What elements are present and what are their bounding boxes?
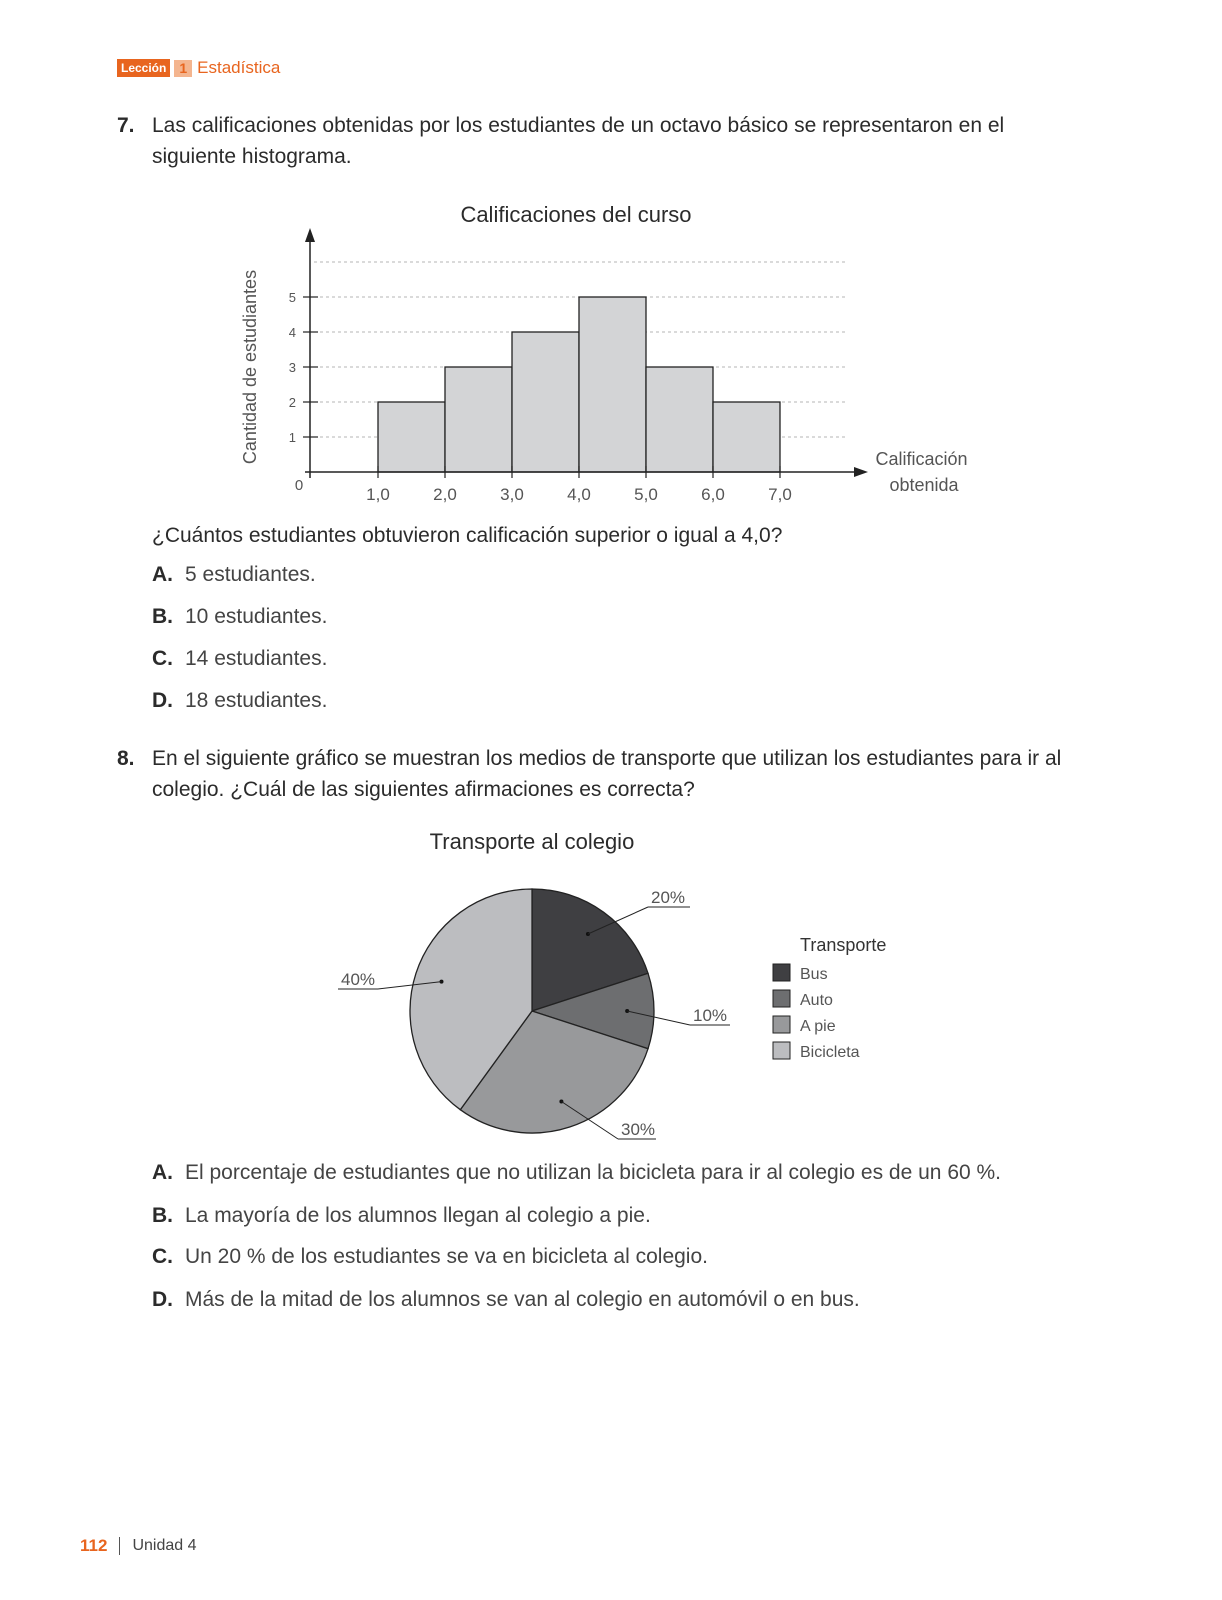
legend <box>773 935 886 1061</box>
option-text: La mayoría de los alumnos llegan al colegio a pie. <box>185 1204 651 1227</box>
question-number: 7. <box>117 114 135 137</box>
slice-label: 40% <box>340 970 376 989</box>
x-axis-label: Calificación obtenida <box>875 449 968 495</box>
x-tick-label: 4,0 <box>567 485 591 504</box>
slice-label: 20% <box>650 888 686 907</box>
option-b[interactable] <box>152 1204 651 1228</box>
legend-swatch <box>773 1042 790 1059</box>
lesson-label: Lección <box>117 59 170 77</box>
option-text: Un 20 % de los estudiantes se va en bicicleta al colegio. <box>185 1245 708 1268</box>
legend-label: A pie <box>800 1018 836 1035</box>
option-letter: D. <box>152 1288 173 1311</box>
chart-title: Transporte al colegio <box>429 829 635 854</box>
option-d[interactable] <box>152 1288 860 1312</box>
option-c[interactable] <box>152 1245 708 1269</box>
option-letter: B. <box>152 605 173 628</box>
legend-swatch <box>773 990 790 1007</box>
option-letter: C. <box>152 1245 173 1268</box>
y-tick-label: 3 <box>288 360 296 375</box>
legend-label: Auto <box>800 992 833 1009</box>
unit-label: Unidad 4 <box>132 1537 197 1554</box>
x-tick-label: 2,0 <box>433 485 457 504</box>
y-tick-label: 1 <box>288 430 296 445</box>
option-letter: D. <box>152 689 173 712</box>
y-tick-label: 2 <box>288 395 296 410</box>
y-tick-label: 5 <box>288 290 296 305</box>
option-text: El porcentaje de estudiantes que no utilizan la bicicleta para ir al colegio es de un 60 %. <box>185 1161 1002 1184</box>
legend-title: Transporte <box>800 935 887 955</box>
question-text: En el siguiente gráfico se muestran los medios de transporte que utilizan los estudiantes para ir al colegio. ¿Cuál de las siguientes afirmaciones es correcta? <box>152 747 1062 801</box>
footer-divider <box>119 1537 120 1555</box>
option-letter: A. <box>152 563 173 586</box>
lesson-number: 1 <box>174 60 192 77</box>
legend-label: Bus <box>800 966 828 983</box>
y-axis-label: Cantidad de estudiantes <box>240 269 260 465</box>
x-tick-label: 5,0 <box>634 485 658 504</box>
legend-swatch <box>773 1016 790 1033</box>
legend-swatch <box>773 964 790 981</box>
option-text: 5 estudiantes. <box>185 563 316 586</box>
slice-label: 30% <box>620 1120 656 1139</box>
page-footer <box>80 1536 196 1556</box>
option-letter: C. <box>152 647 173 670</box>
option-a[interactable] <box>152 1161 1001 1185</box>
x-tick-label: 7,0 <box>768 485 792 504</box>
option-text: 10 estudiantes. <box>185 605 328 628</box>
option-text: 14 estudiantes. <box>185 647 328 670</box>
question-number: 8. <box>117 747 135 770</box>
slice-label: 10% <box>692 1006 728 1025</box>
x-tick-label: 3,0 <box>500 485 524 504</box>
pie-slices <box>410 889 654 1133</box>
x-tick-label: 6,0 <box>701 485 725 504</box>
option-letter: A. <box>152 1161 173 1184</box>
question-text: Las calificaciones obtenidas por los estudiantes de un octavo básico se representaron en el siguiente histograma. <box>152 114 1005 168</box>
legend-label: Bicicleta <box>800 1044 860 1061</box>
option-text: Más de la mitad de los alumnos se van al colegio en automóvil o en bus. <box>185 1288 860 1311</box>
origin-label: 0 <box>294 477 304 494</box>
lesson-topic: Estadística <box>197 58 281 77</box>
page-number: 112 <box>80 1536 108 1555</box>
y-tick-label: 4 <box>288 325 296 340</box>
chart-title: Calificaciones del curso <box>460 202 692 227</box>
option-text: 18 estudiantes. <box>185 689 328 712</box>
prompt-text: ¿Cuántos estudiantes obtuvieron calificación superior o igual a 4,0? <box>152 524 783 547</box>
option-letter: B. <box>152 1204 173 1227</box>
x-tick-label: 1,0 <box>366 485 390 504</box>
